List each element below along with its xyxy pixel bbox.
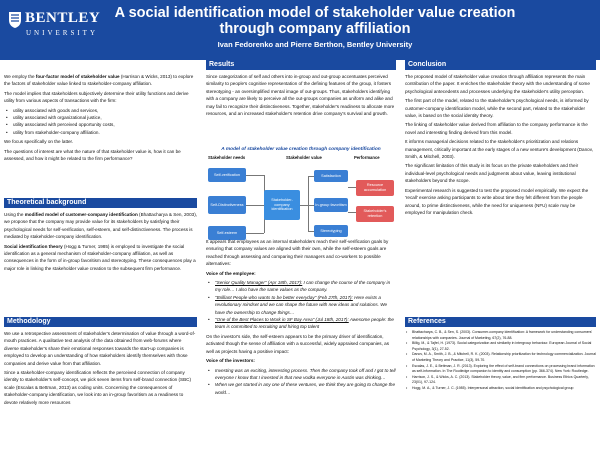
- shield-icon: [8, 11, 22, 29]
- method-paragraph: Since a stakeholder-company identification reflects the perceived connection of company identity to stakeholder's self-concept, we pick seven items from self-brand connection (SBC) scale (Escalas & Bettman, 2013) as coding units. Concerning the consequences of stakeholder-company identification, we look into an in-group favoritism as a readiness to devote relatively more resources: [4, 370, 192, 405]
- quote-link[interactable]: "Brilliant People who wants to be better everyday" (Feb 27th, 2017):: [215, 294, 353, 300]
- diagram-column-value: Stakeholder value: [286, 155, 322, 160]
- findings-section: [206, 238, 396, 396]
- investor-paragraph: On the investor's side, the self-esteem appears to be the primary driver of identification, activated though the sense of affiliation with a successful, widely appraised companies, as well as projects having a positive impact:: [206, 333, 390, 354]
- arrow: [246, 175, 264, 176]
- quote-item: • Investing was an exciting, interesting process. Then the company took off and I got to tell everyone I know that I invested in that new vodka everyone in Austin was drinking…: [206, 367, 396, 382]
- quote-item: • "One of the Best Places to Work in SF Bay Area" (Jul 18th, 2017): Awesome people: the team is committed to recruiting and hiring top talent: [206, 316, 396, 331]
- quote-link[interactable]: "One of the Best Places to Work in SF Bay Area" (Jul 18th, 2017):: [215, 317, 349, 323]
- reference-item: • Hogg, M. A., & Turner, J. C. (1985). Interpersonal attraction, social identification and psychological group: [405, 386, 596, 392]
- quote-item: • When we get started in any one of these ventures, we think they are going to change the world…: [206, 381, 396, 396]
- results-heading: Results: [206, 60, 396, 70]
- employee-quotes: [206, 279, 396, 331]
- method-paragraph: We use a retrospective assessment of stakeholder's determination of value through a word-of-mouth practices. A qualitative text analysis of the data obtained from web-forums where diverse stakeholder's share their emotional responses towards the start-up companies is employed to develop an understanding of how stakeholders identify themselves with those companies and derive value from that affiliation.: [4, 331, 196, 366]
- conclusion-section: [405, 73, 596, 218]
- conclusion-paragraph: The first part of the model, related to the stakeholder's psychological needs, is informed by customer-company identification model, while the second part, related to the stakeholder value, is based on the social identity theory.: [405, 98, 589, 119]
- questions-paragraph: The questions of interest are what the nature of that stakeholder value is, how it can be assessed, and how it might be related to the firm performance?: [4, 148, 181, 162]
- box-satisfaction: Satisfaction: [314, 170, 348, 182]
- reference-item: • Bhattacharya, C. B., & Sen, S. (2003). Consumer-company identification: A framework for understanding consumers' relationships with companies. Journal of Marketing, 67(2), 76-88.: [405, 330, 596, 341]
- method-section: [4, 330, 197, 408]
- model-paragraph: The model implies that stakeholders subjectively determine their utility functions and derive utility from various aspects of transactions with the firm:: [4, 90, 189, 104]
- figure-title: A model of stakeholder value creation through company identification: [221, 147, 381, 152]
- bentley-logo: [8, 9, 101, 49]
- quote-item: • "Senior Quality Manager" (Apr 18th, 2017): I can change the course of the company in my role… I also have the same values as the company.: [206, 279, 396, 294]
- arrow: [308, 176, 309, 232]
- diagram-column-performance: Performance: [354, 155, 380, 160]
- list-item: • utility associated with perceived opportunity costs,: [4, 121, 197, 128]
- utility-list: [4, 107, 197, 137]
- method-heading: Methodology: [4, 317, 197, 327]
- voice-investor-label: Voice of the investors:: [206, 358, 255, 364]
- box-identification: Stakeholder-company identification: [264, 190, 300, 220]
- box-self-esteem: Self-esteem: [208, 226, 246, 240]
- intro-section: [4, 73, 197, 164]
- reference-item: • Harrison, J. S., & Wicks, A. C. (2013). Stakeholder theory, value, and firm performance. Business Ethics Quarterly, 23(01), 97-124.: [405, 375, 596, 386]
- arrow: [246, 233, 264, 234]
- findings-paragraph: It appears that employees as an internal stakeholders reach their self-verification goals by ensuring that company values are aligned with their own, while the self-esteem goals are reached through assessing and comparing their managers and co-workers to possible alternatives:: [206, 239, 389, 267]
- box-in-group-favoritism: In-group favoritism: [314, 198, 348, 212]
- reference-item: • Danov, M. A., Smith, J. B., & Mitchell, R. K. (2003). Relationship prioritization for technology commercialization. Journal of Marketing Theory and Practice, 11(3), 59-70.: [405, 352, 596, 363]
- list-item: • utility associated with goods and services,: [4, 107, 197, 114]
- reference-item: • Billig, M., & Tajfel, H. (1973). Social categorization and similarity in intergroup behaviour. European Journal of Social Psychology, 3(1), 27-52.: [405, 341, 596, 352]
- investor-quotes: [206, 367, 396, 397]
- list-item: • utility from stakeholder-company affiliation.: [4, 129, 197, 136]
- references-heading: References: [405, 317, 596, 327]
- box-stakeholder-retention: Stakeholder's retention: [356, 206, 394, 222]
- poster-authors: Ivan Fedorenko and Pierre Berthon, Bentley University: [217, 40, 413, 49]
- arrow: [348, 212, 356, 213]
- conclusion-paragraph: Experimental research is suggested to test the proposed model empirically. We expect the 'recall' exercise asking participants to write about time they felt different from the people around, to prime distinctiveness, while the need for uniqueness (NFU) scale may be employed for manipulation check.: [405, 187, 589, 215]
- arrow: [348, 187, 356, 188]
- conclusion-paragraph: The linking of stakeholder value derived from affiliation to the company performance is the novel and interesting finding derived from this model.: [405, 122, 588, 135]
- diagram-column-needs: Stakeholder needs: [208, 155, 246, 160]
- references-list: [405, 330, 596, 392]
- theory-section: [4, 211, 197, 274]
- logo-subtitle: UNIVERSITY: [26, 29, 98, 37]
- theory-heading: Theoretical background: [4, 198, 197, 208]
- arrow: [300, 205, 308, 206]
- arrow: [246, 205, 264, 206]
- reference-item: • Escalas, J. E., & Bettman, J. R. (2013). Exploring the effect of self-brand connections on processing brand information as self-information. In The Routledge companion to identity and consumption (pp. 366-374). New York: Routledge.: [405, 364, 596, 375]
- conclusion-paragraph: The proposed model of stakeholder value creation through affiliation represents the main contribution of the paper. It enriches the stakeholder theory with the understanding of some psychological antecedents and processes underlying the stakeholder's utility perception.: [405, 74, 590, 94]
- theory-paragraph: Using the modified model of customer-company identification (Bhattacharya & Sen, 2003), we propose that the company may provide value for its stakeholders by satisfying their psychological needs for self-verification, self-esteem, and self-distinctiveness. The process is mediated by stakeholder-company identification.: [4, 212, 198, 240]
- results-paragraph: Since categorization of self and others into in-group and out-group accentuates perceived similarity to people's cognitive representation of the defining features of the group, it fosters stereotyping - an oversimplified mental image of out-groups. Thus, stakeholders identifying with a company are likely to perceive all the out-groups companies as uniform and alike and may fail to recognize their distinctiveness. Together, stakeholder's readiness to allocate more resources, and an increased stakeholder's retention drive company's survival and growth.: [206, 74, 395, 117]
- intro-paragraph: We employ the four-factor model of stakeholder value (Harrison & Wicks, 2013) to explore the factors of stakeholder value linked to stakeholder-company affiliation.: [4, 74, 194, 87]
- poster-title: A social identification model of stakeholder value creation through company affiliation: [114, 5, 516, 37]
- theory-paragraph: Social identification theory (Hogg & Turner, 1985) is employed to investigate the social identification as a general mechanism of stakeholder-company affiliation, as well as consequences in the form of in-group favoritism and stereotyping. These consequences play a major role in linking the stakeholder value creation to the subsequent firm performance.: [4, 243, 196, 271]
- focus-paragraph: We focus specifically on the latter.: [4, 139, 74, 145]
- conclusion-heading: Conclusion: [405, 60, 596, 70]
- conclusion-paragraph: The significant limitation of this study is its focus on the private stakeholders and their individual-level psychological needs and judgments about value, leaving institutional stakeholders beyond the scope.: [405, 163, 579, 184]
- quote-link[interactable]: "Senior Quality Manager" (Apr 18th, 2017):: [215, 280, 303, 286]
- voice-employee-label: Voice of the employee:: [206, 270, 256, 276]
- quote-item: • "Brilliant People who wants to be better everyday" (Feb 27th, 2017): Here exists a revolutionary mindset and we can shape the future with new ideas and solutions. We have the ownership to change things…: [206, 294, 396, 316]
- box-self-distinctiveness: Self-Distinctiveness: [208, 196, 246, 214]
- list-item: • utility associated with organizational justice,: [4, 114, 197, 121]
- box-resource-accumulation: Resource accumulation: [356, 180, 394, 196]
- poster-header: [0, 0, 600, 60]
- logo-wordmark: BENTLEY: [25, 10, 101, 26]
- conclusion-paragraph: It informs managerial decisions related to the stakeholder's prioritization and relations management, critically important at the early stages of a new venture's development (Danov, Smith, & Mitchell, 2003).: [405, 139, 593, 160]
- box-self-verification: Self-verification: [208, 168, 246, 182]
- box-stereotyping: Stereotyping: [314, 225, 348, 237]
